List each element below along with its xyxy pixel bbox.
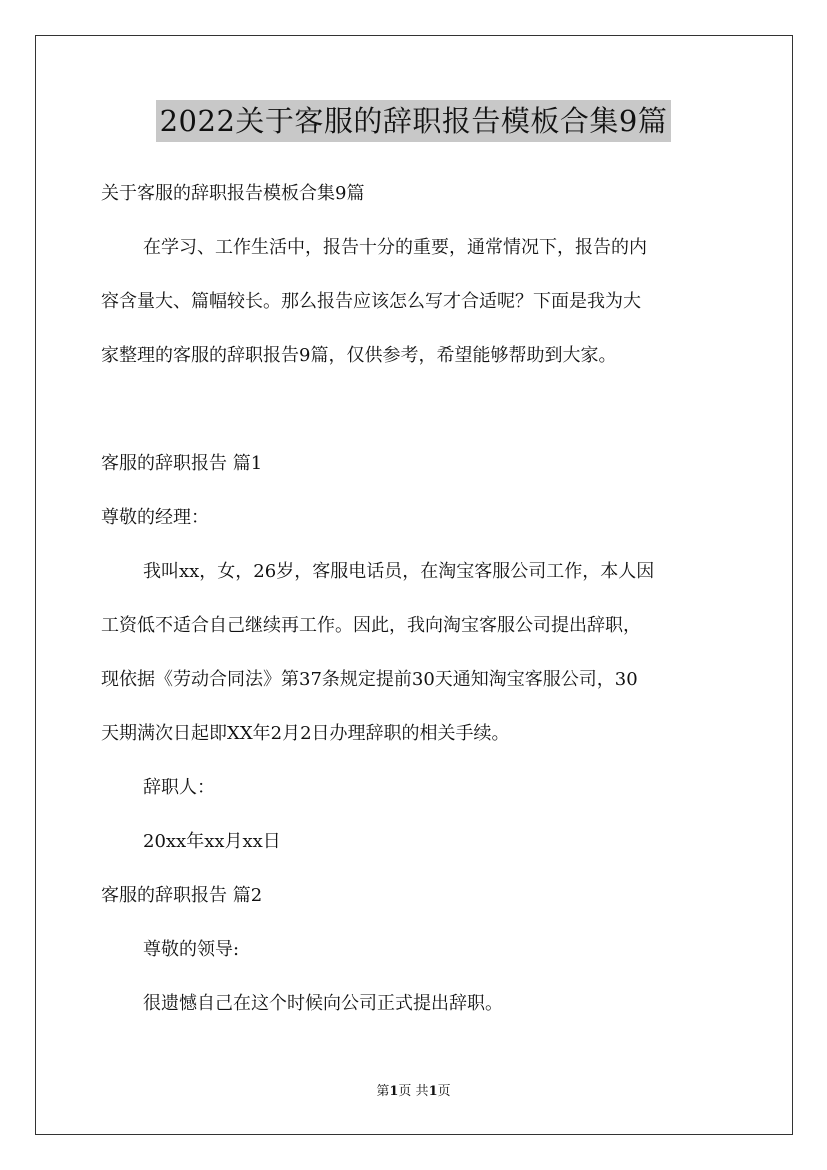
signature-date: 20xx年xx月xx日 [143, 831, 281, 852]
page-footer [0, 1083, 827, 1101]
salutation-2: 尊敬的领导: [143, 939, 240, 960]
body-line: 我叫xx，女，26岁，客服电话员，在淘宝客服公司工作，本人因 [143, 561, 655, 582]
body-line: 天期满次日起即XX年2月2日办理辞职的相关手续。 [101, 723, 510, 744]
document-subtitle: 关于客服的辞职报告模板合集9篇 [101, 183, 365, 204]
footer-suffix: 页 [437, 1084, 451, 1099]
section2-body-line: 很遗憾自己在这个时候向公司正式提出辞职。 [143, 993, 503, 1014]
body-line: 工资低不适合自己继续再工作。因此，我向淘宝客服公司提出辞职， [101, 615, 641, 636]
intro-line: 容含量大、篇幅较长。那么报告应该怎么写才合适呢？下面是我为大 [101, 291, 641, 312]
footer-total-pages: 1 [428, 1084, 438, 1099]
document-title [0, 100, 827, 142]
footer-prefix: 第 [376, 1084, 390, 1099]
intro-line: 家整理的客服的辞职报告9篇，仅供参考，希望能够帮助到大家。 [101, 345, 617, 366]
body-line: 现依据《劳动合同法》第37条规定提前30天通知淘宝客服公司，30 [101, 669, 638, 690]
salutation-1: 尊敬的经理： [101, 507, 209, 528]
section1-body-paragraph [101, 560, 727, 776]
footer-mid: 页 共 [398, 1084, 429, 1099]
intro-paragraph [101, 236, 727, 398]
section-heading-2: 客服的辞职报告 篇2 [101, 885, 263, 906]
footer-page-number: 1 [389, 1084, 399, 1099]
intro-line: 在学习、工作生活中，报告十分的重要，通常情况下，报告的内 [143, 237, 647, 258]
section-heading-1: 客服的辞职报告 篇1 [101, 453, 263, 474]
signer-label: 辞职人： [143, 777, 215, 798]
document-title-text: 2022关于客服的辞职报告模板合集9篇 [156, 100, 672, 142]
